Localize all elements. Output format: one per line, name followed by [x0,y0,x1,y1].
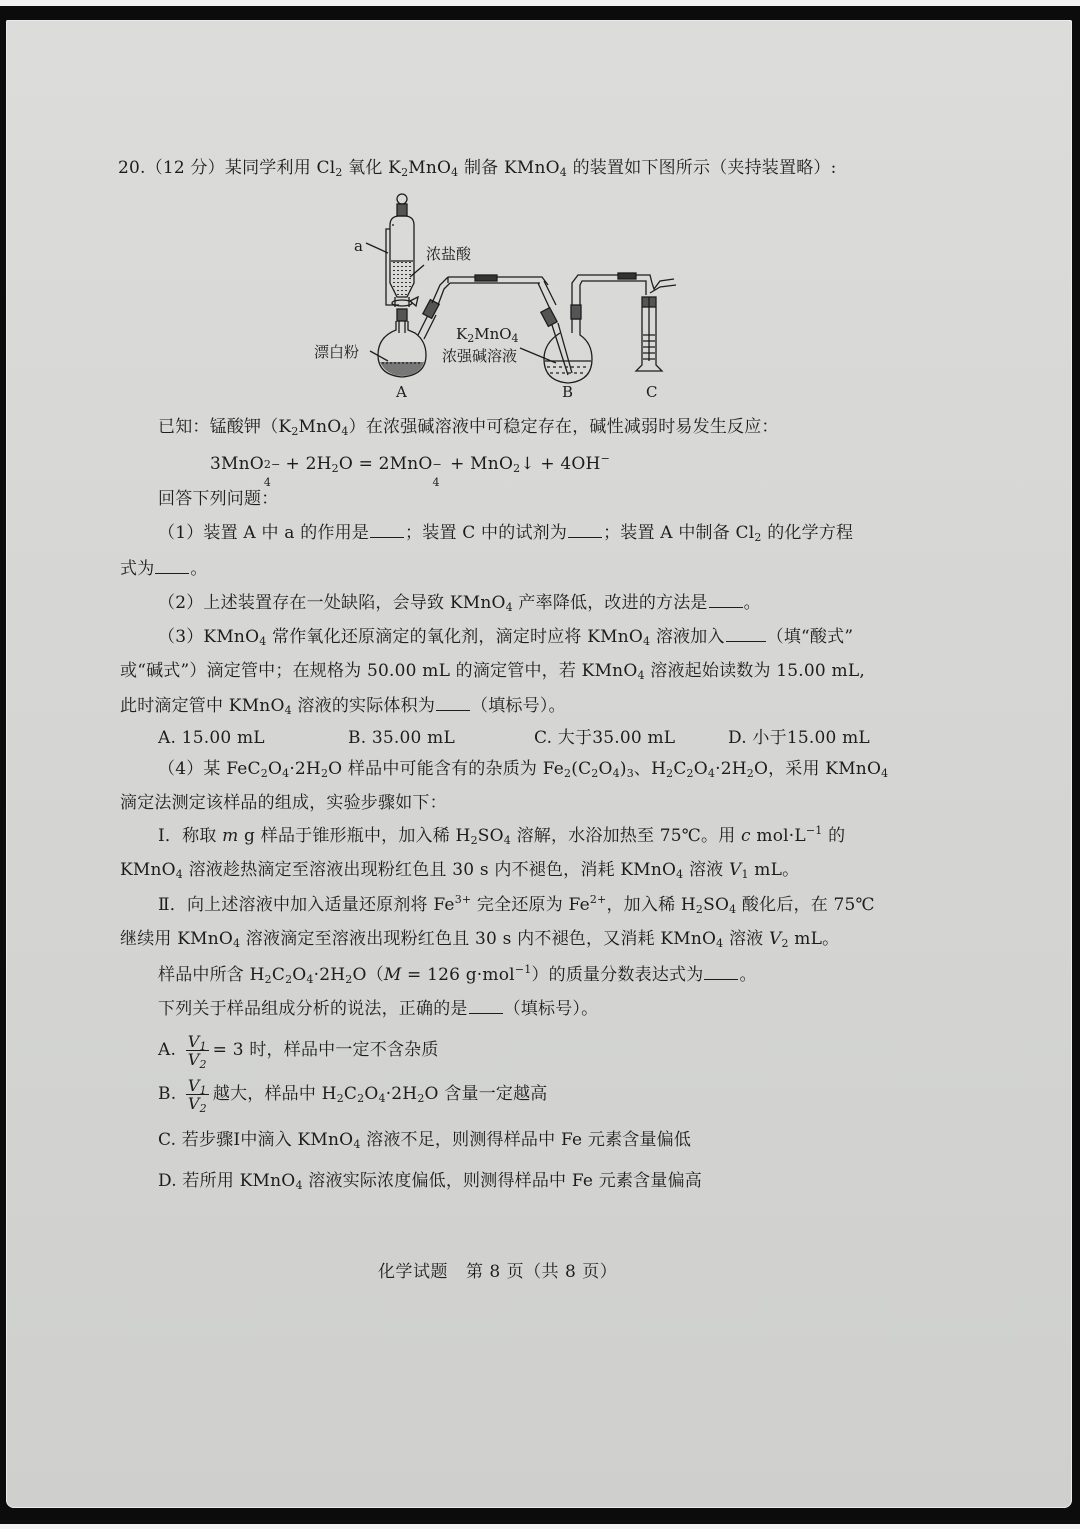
text: mL。 [788,929,840,949]
text: ·2H [289,759,321,779]
sup: − [600,452,610,465]
sub: 4 [881,767,889,780]
option-b-row[interactable] [158,1074,548,1114]
label-conc-hcl: 浓盐酸 [426,245,472,263]
text: KMnO [120,860,176,880]
text: 样品中所含 H [158,965,265,985]
sub: 4 [306,973,314,986]
label-conc-alkali: 浓强碱溶液 [442,347,518,365]
sub: 2 [357,1092,365,1105]
part1-line1 [158,520,853,545]
sub: 2 [199,1058,207,1071]
mass-fraction-question [158,962,757,987]
fraction-v1-v2 [186,1032,209,1071]
sub: 4 [295,1179,303,1192]
text: （填标号）。 [503,999,599,1019]
text: ) [619,759,627,779]
text: O = 2MnO [338,454,433,474]
text: 溶液起始读数为 15.00 mL, [644,661,865,681]
option-label: B. [158,1084,177,1104]
option-text: 越大，样品中 H [212,1084,337,1104]
sub: 2 [564,767,572,780]
option-text: O 含量一定越高 [424,1084,548,1104]
text: ·2H [715,759,747,779]
question-score: （12 分） [145,158,225,178]
sub: 2 [401,166,409,179]
text: ；装置 C 中的试剂为 [405,523,568,543]
option-d[interactable]: D. 小于15.00 mL [728,728,870,748]
var-v2: V [768,929,782,949]
sub: 2 [746,767,754,780]
text: （4）某 FeC [158,759,261,779]
text: 继续用 KMnO [120,929,233,949]
text: O [292,965,307,985]
text: C [271,965,286,985]
step2-line1 [158,893,875,917]
text: 或“碱式”）滴定管中；在规格为 50.00 mL 的滴定管中，若 KMnO [120,661,638,681]
answer-blank[interactable] [726,624,766,642]
answer-blank[interactable] [704,962,738,980]
photo-top-edge [0,0,1080,6]
var-m: m [222,826,239,846]
part3-line1 [158,624,853,649]
part4-line2: 滴定法测定该样品的组成，实验步骤如下： [120,793,447,813]
sub: 2 [513,462,521,475]
sub: 2 [754,531,762,544]
text: ）在浓强碱溶液中可稳定存在，碱性减弱时易发生反应： [348,417,779,437]
sub: 3 [626,767,634,780]
sub: 1 [741,868,749,881]
fraction-v1-v2 [186,1076,209,1115]
text: 。 [743,593,761,613]
option-a-row[interactable] [158,1030,439,1070]
text: 3MnO [210,454,264,474]
sub: 4 [175,868,183,881]
text: mL。 [748,860,800,880]
answer-blank[interactable] [436,693,470,711]
sub: 2 [470,834,478,847]
page-footer [378,1257,617,1282]
sub: 2 [335,166,343,179]
text: O（ [352,965,384,985]
part3-options [158,726,870,750]
intro-text: 氧化 K [342,158,402,178]
option-b[interactable]: B. 35.00 mL [348,728,455,748]
sub: 4 [716,937,724,950]
text: g 样品于锥形瓶中，加入稀 H [238,826,471,846]
text: O，采用 KMnO [753,759,882,779]
sub: 2 [591,767,599,780]
label-a: a [354,237,363,255]
text: MnO [298,417,342,437]
sub: 4 [259,635,267,648]
step1-line1 [158,824,845,848]
text: ；装置 A 中制备 Cl [603,523,755,543]
text: （2）上述装置存在一处缺陷，会导致 KMnO [158,593,506,613]
step2-line2 [120,927,839,951]
text: （3）KMnO [158,627,260,647]
option-label: A. [158,1040,177,1060]
intro-text: 制备 KMnO [458,158,560,178]
text: 溶液加入 [650,627,725,647]
sub: 4 [284,704,292,717]
label-flask-b: B [562,383,574,401]
text: 产率降低，改进的方法是 [512,593,708,613]
sub: 2 [781,937,789,950]
sub: 4 [643,635,651,648]
text: ·2H [313,965,346,985]
sub: 4 [451,166,459,179]
text: （1）装置 A 中 a 的作用是 [158,523,370,543]
option-text: C. 若步骤Ⅰ中滴入 KMnO [158,1130,354,1150]
text: C [673,759,687,779]
label-text: K [456,325,468,343]
text: 。 [190,559,208,579]
text: 下列关于样品组成分析的说法，正确的是 [158,999,468,1019]
sub: 2 [199,1102,207,1115]
text: ，加入稀 H [606,895,696,915]
text: 式为 [120,559,155,579]
text: ）的质量分数表达式为 [531,965,704,985]
sub: 2 [467,332,475,345]
part3-line3 [120,693,566,718]
text: 。 [739,965,757,985]
option-a[interactable]: A. 15.00 mL [158,728,265,748]
answer-blank[interactable] [568,520,602,538]
part4-line1 [158,757,888,781]
text: 已知：锰酸钾（K [158,417,292,437]
question-header [118,156,837,180]
sub: 2 [345,973,353,986]
intro-text: 的装置如下图所示（夹持装置略）: [566,158,837,178]
sub: 1 [199,1084,207,1097]
frac-num: V [187,1076,200,1095]
apparatus-diagram [300,185,700,405]
sub: 2 [666,767,674,780]
frac-den: V [187,1094,200,1113]
frac-den: V [187,1050,200,1069]
sub: 4 [505,601,513,614]
label-flask-a: A [396,383,407,401]
sub: 2 [417,1092,425,1105]
intro-text: 某同学利用 Cl [224,158,336,178]
sub: 1 [199,1040,207,1053]
step1-line2 [120,858,799,882]
sub: 2 [285,973,293,986]
text: O [693,759,708,779]
answer-blank[interactable] [155,556,189,574]
option-text: O [364,1084,379,1104]
sub: 4 [612,767,620,780]
photo-bottom-edge [0,1524,1080,1529]
answer-prompt: 回答下列问题： [158,489,279,509]
text: Ⅰ．称取 [158,826,223,846]
text: 溶液趁热滴定至溶液出现粉红色且 30 s 内不褪色，消耗 KMnO [183,860,677,880]
text: O [598,759,613,779]
text: + 2H [279,454,332,474]
option-text: 溶液不足，则测得样品中 Fe 元素含量偏低 [360,1130,692,1150]
sub: 4 [233,937,241,950]
text: 、H [633,759,667,779]
text: 酸化后，在 75℃ [736,895,875,915]
sub: 2 [331,462,339,475]
sub: 4 [707,767,716,780]
part1-line2 [120,556,208,581]
text: 的 [822,826,846,846]
sup: −1 [514,963,532,976]
text: （填标号）。 [471,696,566,716]
option-c[interactable]: C. 大于35.00 mL [534,728,676,748]
text: 完全还原为 Fe [471,895,590,915]
sup: 3+ [454,893,472,906]
text: 溶液的实际体积为 [291,696,436,716]
question-number: 20. [118,158,146,178]
label-k2mno4 [456,325,519,343]
text: SO [703,895,730,915]
option-text: D. 若所用 KMnO [158,1171,296,1191]
sub: 4 [282,767,290,780]
sub: 4 [503,834,511,847]
footer-page-number: 第 8 页（共 8 页） [466,1262,618,1282]
text: O 样品中可能含有的杂质为 Fe [328,759,565,779]
part3-line2 [120,659,865,683]
sub: 2 [686,767,694,780]
known-statement [158,415,779,439]
part2 [158,590,761,615]
var-m-molar: M [383,965,402,985]
answer-blank[interactable] [370,520,404,538]
intro-text: MnO [408,158,452,178]
text: 溶解，水浴加热至 75℃。用 [510,826,742,846]
text: = 126 g·mol [401,965,515,985]
answer-blank[interactable] [469,996,503,1014]
option-d-row[interactable] [158,1169,702,1193]
sub: 2 [695,903,704,916]
text: 常作氧化还原滴定的氧化剂，滴定时应将 KMnO [266,627,644,647]
sub: 4 [378,1092,386,1105]
sub: 2 [336,1092,344,1105]
sub: 4 [511,332,519,345]
sub: 4 [676,868,684,881]
option-c-row[interactable] [158,1128,691,1152]
text: SO [477,826,504,846]
option-text: = 3 时，样品中一定不含杂质 [212,1040,439,1060]
text: (C [571,759,592,779]
var-v1: V [728,860,742,880]
text: （填“酸式” [766,627,854,647]
sub: 4 [353,1138,361,1151]
frac-num: V [187,1032,200,1051]
sub: 2 [320,767,329,780]
text: 的化学方程 [761,523,854,543]
text: Ⅱ．向上述溶液中加入适量还原剂将 Fe [158,895,455,915]
sub: 4 [729,903,737,916]
sub: 2 [260,767,268,780]
apparatus-drawing [300,185,700,405]
var-c: c [741,826,751,846]
sub: 4 [341,425,349,438]
text: 溶液滴定至溶液出现粉红色且 30 s 内不褪色，又消耗 KMnO [240,929,717,949]
text: mol·L [750,826,806,846]
label-bleaching-powder: 漂白粉 [314,343,360,361]
text: 此时滴定管中 KMnO [120,696,285,716]
sub: 4 [559,166,567,179]
option-text: C [343,1084,358,1104]
text: O [267,759,283,779]
text: + MnO [444,454,514,474]
sup: −1 [805,824,823,837]
sub: 2 [291,425,299,438]
footer-subject: 化学试题 [378,1262,448,1282]
text: ↓ + 4OH [520,454,601,474]
option-text: ·2H [385,1084,418,1104]
sup: 2+ [589,893,607,906]
answer-blank[interactable] [709,590,743,608]
label-bottle-c: C [646,383,658,401]
text: 溶液 [683,860,729,880]
which-correct-question [158,996,598,1021]
label-text: MnO [474,325,512,343]
option-text: 溶液实际浓度偏低，则测得样品中 Fe 元素含量偏高 [302,1171,702,1191]
reaction-equation: 3MnO 2− + $2H_2O = 2MnO$ − + MnO$_2$↓ + 4OH− [210,452,610,475]
sub: 4 [637,669,645,682]
sub: 2 [264,973,272,986]
text: 溶液 [723,929,769,949]
